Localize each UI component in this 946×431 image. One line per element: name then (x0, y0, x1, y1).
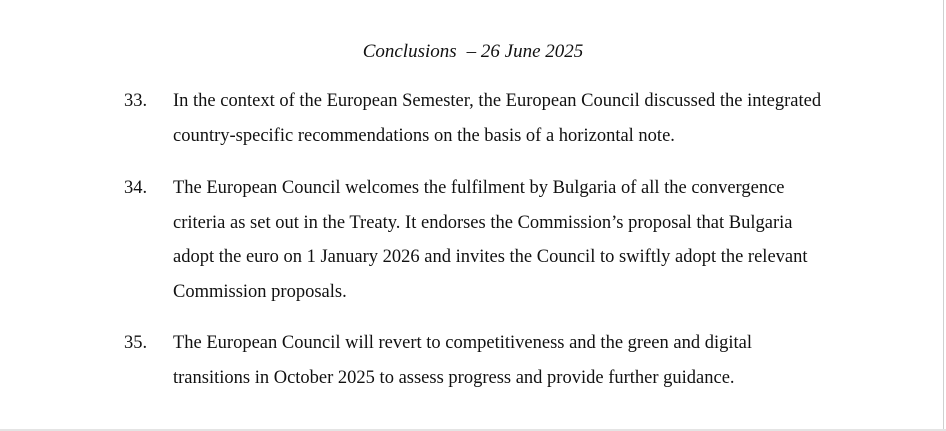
paragraph-number: 35. (124, 333, 148, 353)
paragraph-line: criteria as set out in the Treaty. It endorses the Commission’s proposal that Bulgaria (173, 212, 793, 233)
paragraph-line: The European Council welcomes the fulfilment by Bulgaria of all the convergence (173, 178, 785, 198)
header-title: Conclusions (362, 41, 457, 62)
header-date: – 26 June 2025 (466, 41, 584, 62)
page-header (0, 40, 946, 64)
paragraph-line: country-specific recommendations on the basis of a horizontal note. (173, 125, 675, 146)
page-edge (943, 0, 944, 431)
paragraph-line: In the context of the European Semester, the European Council discussed the integrated (173, 91, 822, 111)
paragraph-line: The European Council will revert to competitiveness and the green and digital (173, 333, 752, 353)
paragraph-line: Commission proposals. (173, 281, 347, 302)
paragraph-text (173, 326, 873, 395)
paragraph-text (173, 171, 873, 309)
paragraph-line: transitions in October 2025 to assess progress and provide further guidance. (173, 367, 735, 388)
paragraph-text (173, 84, 873, 153)
paragraph-number: 33. (124, 91, 148, 111)
paragraph-number: 34. (124, 178, 148, 198)
paragraph-line: adopt the euro on 1 January 2026 and invites the Council to swiftly adopt the relevant (173, 247, 808, 267)
